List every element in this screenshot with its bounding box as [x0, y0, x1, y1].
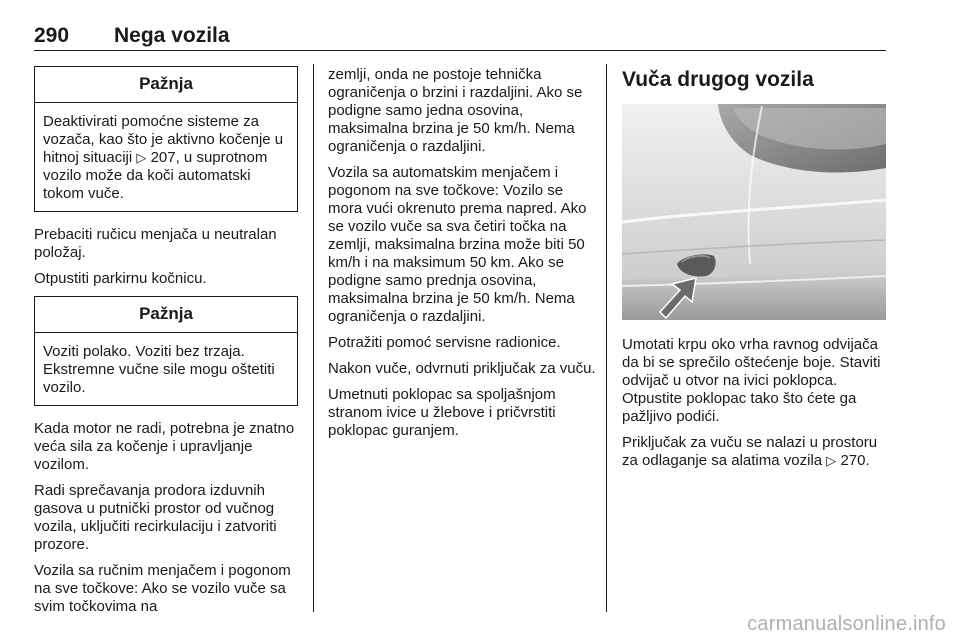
paragraph: Nakon vuče, odvrnuti priključak za vuču. [328, 360, 596, 377]
notice-text: , u suprotnom vozilo može da koči automatski tokom vuče. [43, 149, 268, 202]
paragraph: zemlji, onda ne postoje tehnička ograničenja o brzini i razdaljini. Ako se podigne samo jedna osovina, maksimalna brzina je 50 km/h. Nema ograničenja o razdaljini. [328, 66, 583, 155]
paragraph: Umotati krpu oko vrha ravnog odvijača da bi se sprečilo oštećenje boje. Staviti odvijač u otvor na ivici poklopca. Otpustite poklopac tako što ćete ga pažljivo podići. [622, 336, 881, 425]
page-ref[interactable]: 207 [150, 149, 176, 166]
watermark: carmanualsonline.info [747, 613, 946, 635]
notice-title: Pažnja [35, 297, 297, 333]
column-1 [34, 66, 298, 624]
header-rule [34, 50, 886, 51]
notice-title: Pažnja [35, 67, 297, 103]
paragraph: Potražiti pomoć servisne radionice. [328, 334, 561, 351]
caution-notice-1 [34, 66, 298, 212]
paragraph: Radi sprečavanja prodora izduvnih gasova u putnički prostor od vučnog vozila, uključiti recirkulaciju i zatvoriti prozore. [34, 482, 277, 553]
column-divider-1 [313, 64, 314, 612]
paragraph: Umetnuti poklopac sa spoljašnjom stranom ivice u žlebove i pričvrstiti poklopac guranjem. [328, 386, 556, 439]
notice-body: Voziti polako. Voziti bez trzaja. Ekstremne vučne sile mogu oštetiti vozilo. [43, 343, 275, 396]
notice-text: Deaktivirati pomoćne sisteme za vozača, kao što je aktivno kočenje u hitnoj situaciji [43, 113, 284, 166]
paragraph [622, 434, 886, 470]
xref-icon: ▷ [826, 453, 837, 468]
page-ref[interactable]: 270 [840, 452, 866, 469]
column-2 [328, 66, 598, 448]
page-number: 290 [34, 24, 70, 47]
section-title: Vuča drugog vozila [622, 68, 814, 91]
column-divider-2 [606, 64, 607, 612]
column-3 [622, 66, 886, 478]
rear-bumper-tow-cover-illustration [622, 104, 886, 320]
paragraph: Vozila sa automatskim menjačem i pogonom na sve točkove: Vozilo se mora vući okrenuto prema napred. Ako se vozilo vuče sa sva četiri točka na zemlji, maksimalna brzina može biti 50 km/h i na maksimum 50 km. Ako se podigne samo prednja osovina, maksimalna brzina je 50 km/h. Nema ograničenja o razdaljini. [328, 164, 587, 325]
paragraph: Prebaciti ručicu menjača u neutralan položaj. [34, 226, 277, 261]
paragraph: Vozila sa ručnim menjačem i pogonom na sve točkove: Ako se vozilo vuče sa svim točkovima na [34, 562, 291, 615]
paragraph-text: Priključak za vuču se nalazi u prostoru za odlaganje sa alatima vozila [622, 434, 878, 469]
paragraph: Otpustiti parkirnu kočnicu. [34, 270, 207, 287]
caution-notice-2 [34, 296, 298, 406]
paragraph-text: . [865, 452, 870, 469]
chapter-title: Nega vozila [114, 24, 230, 47]
notice-body [35, 103, 297, 211]
xref-icon: ▷ [136, 150, 147, 165]
paragraph: Kada motor ne radi, potrebna je znatno veća sila za kočenje i upravljanje vozilom. [34, 420, 295, 473]
